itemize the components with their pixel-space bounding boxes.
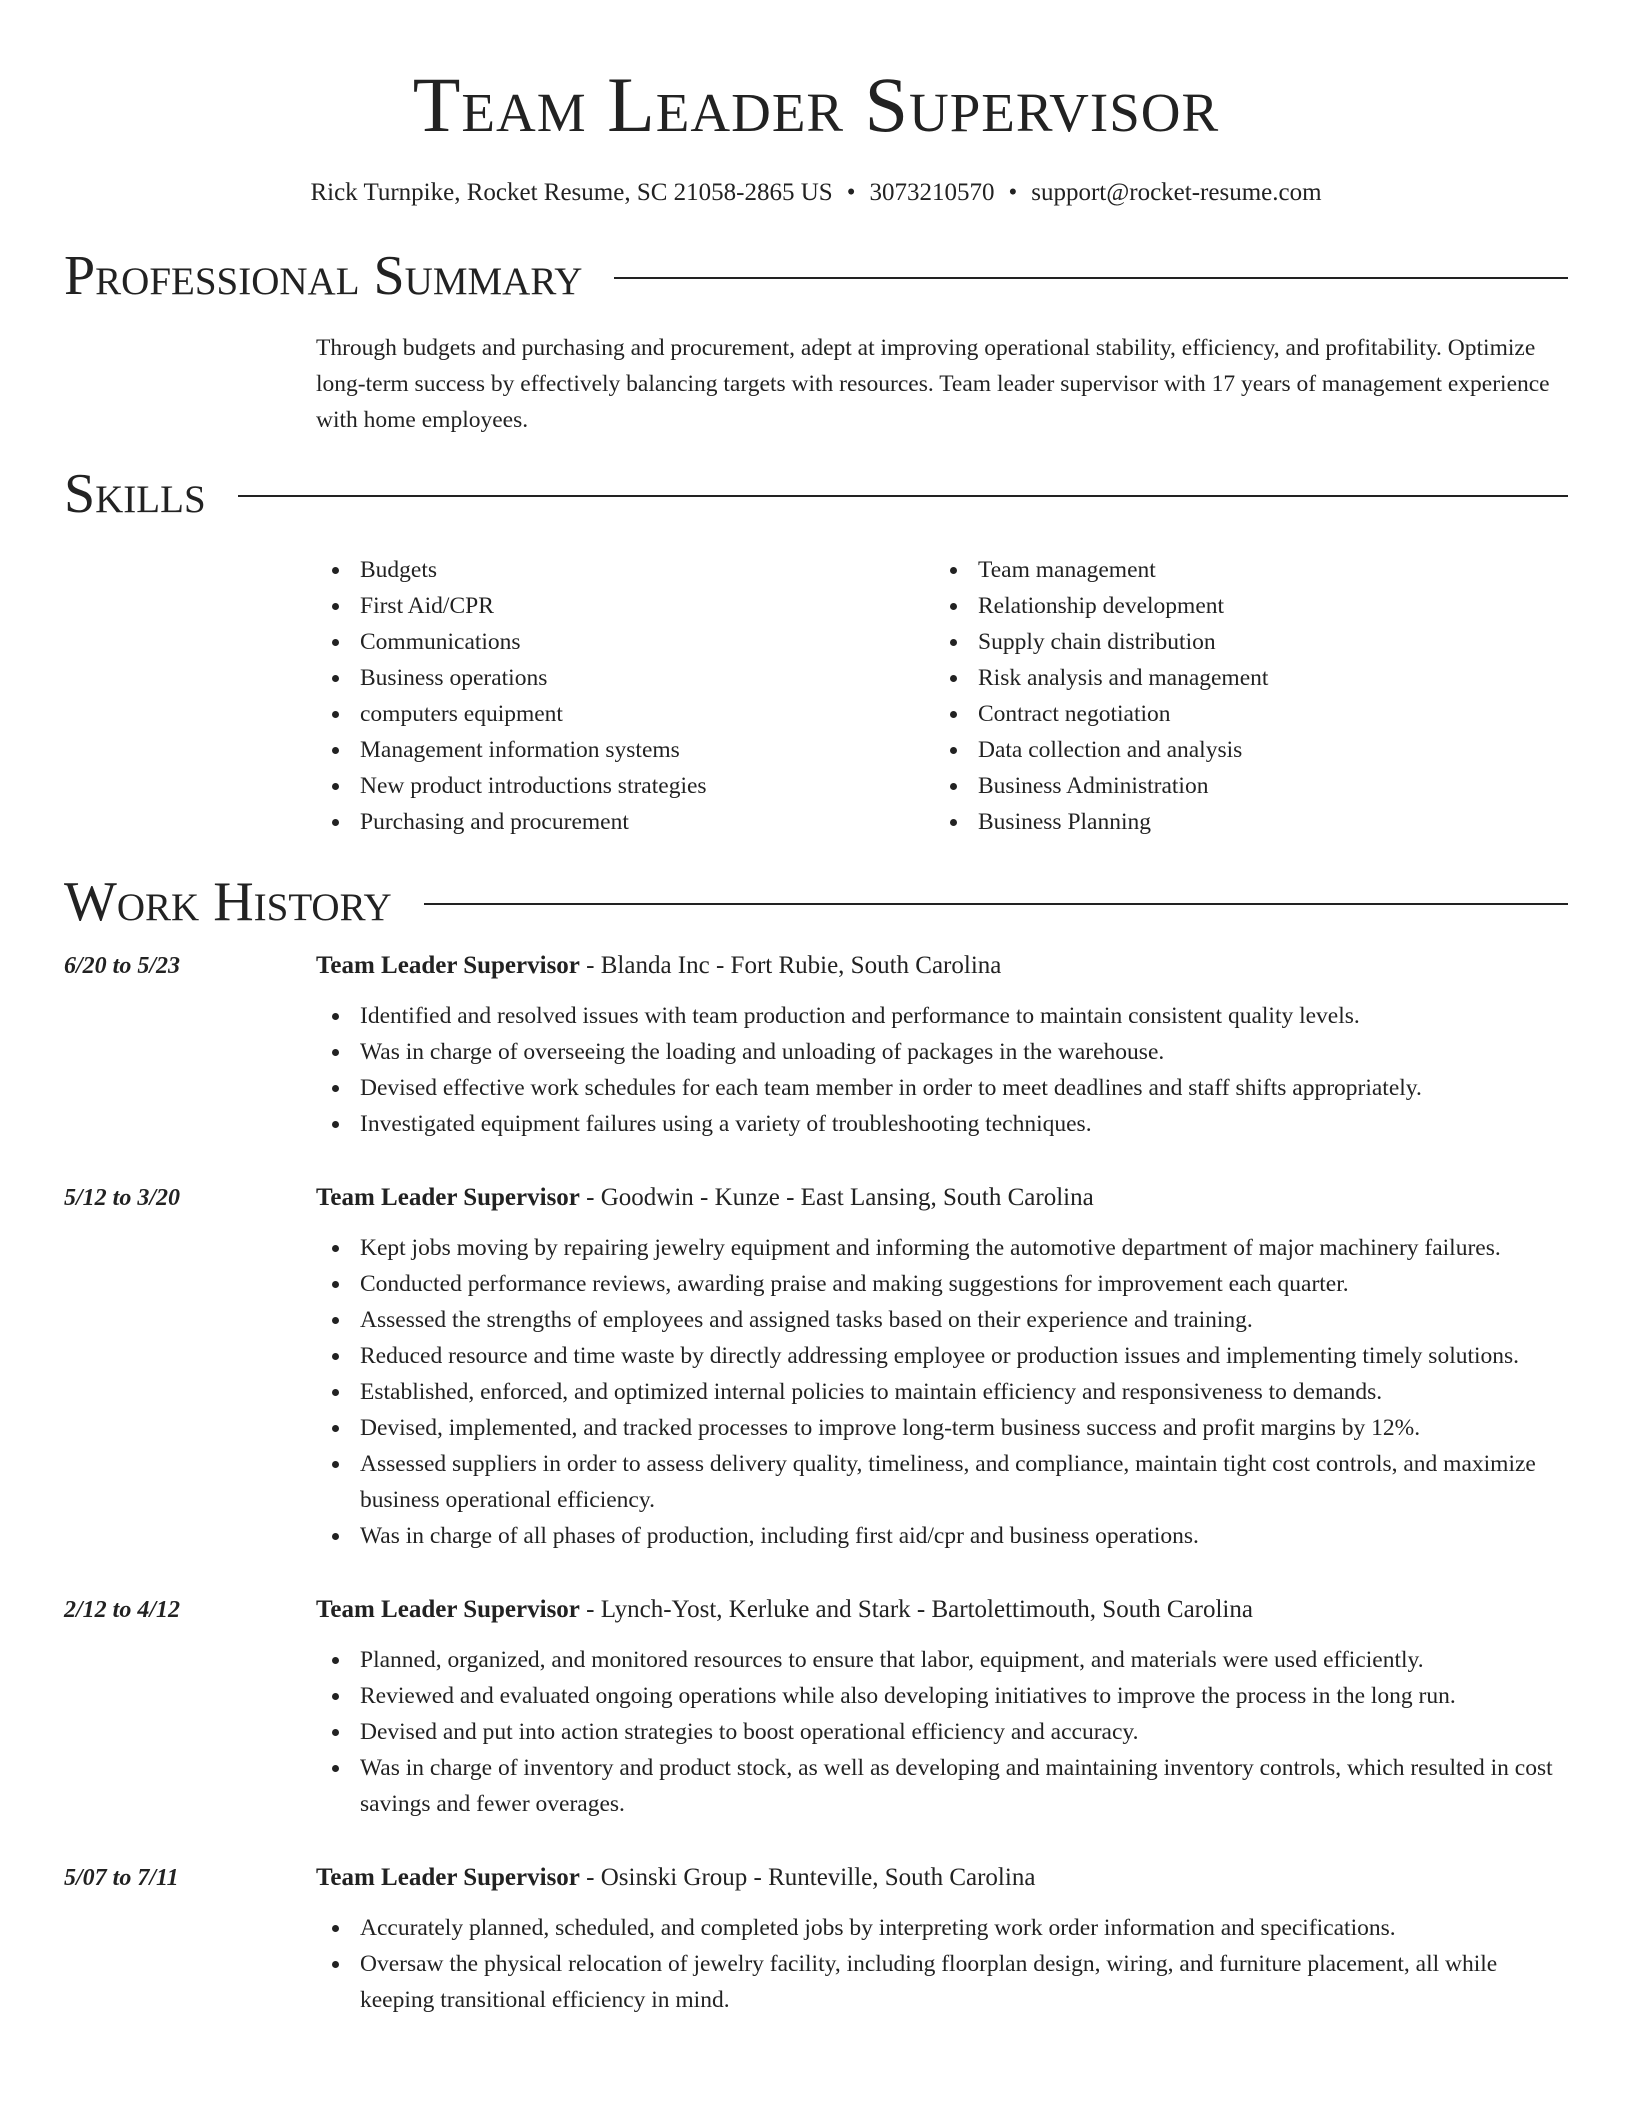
job-bullet: Devised effective work schedules for each team member in order to meet deadlines and staff shifts appropriately. (316, 1070, 1568, 1106)
skill-item: Contract negotiation (934, 696, 1268, 732)
skill-item: Business Planning (934, 804, 1268, 840)
job-bullet: Devised and put into action strategies to boost operational efficiency and accuracy. (316, 1714, 1568, 1750)
work-history-list (64, 948, 1568, 2018)
job-bullet: Planned, organized, and monitored resources to ensure that labor, equipment, and materials were used efficiently. (316, 1642, 1568, 1678)
skill-item: Management information systems (316, 732, 934, 768)
job-bullets (316, 1230, 1568, 1554)
resume-name: Team Leader Supervisor (412, 61, 1220, 148)
job-bullet: Assessed suppliers in order to assess delivery quality, timeliness, and compliance, maintain tight cost controls, and maximize business operational efficiency. (316, 1446, 1568, 1518)
job-title-line (316, 1592, 1568, 1628)
skill-item: computers equipment (316, 696, 934, 732)
job-details (316, 1592, 1568, 1822)
summary-section-header (64, 244, 1568, 308)
work-heading: Work History (64, 871, 392, 933)
work-section-header (64, 870, 1568, 934)
job-bullet: Kept jobs moving by repairing jewelry equipment and informing the automotive department of major machinery failures. (316, 1230, 1568, 1266)
job-bullets (316, 1642, 1568, 1822)
skills-column-right (934, 552, 1268, 840)
job-details (316, 1860, 1568, 2018)
contact-separator: • (1008, 179, 1018, 206)
job-company: - Lynch-Yost, Kerluke and Stark - Bartolettimouth, South Carolina (579, 1596, 1253, 1623)
job-bullet: Reviewed and evaluated ongoing operations while also developing initiatives to improve the process in the long run. (316, 1678, 1568, 1714)
contact-phone: 3073210570 (869, 179, 995, 206)
resume-page (64, 0, 1568, 2018)
job-bullet: Accurately planned, scheduled, and completed jobs by interpreting work order information and specifications. (316, 1910, 1568, 1946)
section-divider (238, 495, 1568, 497)
job-bullets (316, 1910, 1568, 2018)
skill-item: Communications (316, 624, 934, 660)
job-bullet: Reduced resource and time waste by directly addressing employee or production issues and implementing timely solutions. (316, 1338, 1568, 1374)
section-divider (614, 277, 1568, 279)
skill-item: Team management (934, 552, 1268, 588)
job-bullet: Oversaw the physical relocation of jewelry facility, including floorplan design, wiring, and furniture placement, all while keeping transitional efficiency in mind. (316, 1946, 1568, 2018)
job-bullet: Was in charge of inventory and product stock, as well as developing and maintaining inventory controls, which resulted in cost savings and fewer overages. (316, 1750, 1568, 1822)
job-title-line (316, 1180, 1568, 1216)
skills-list (316, 552, 1568, 840)
job-bullet: Identified and resolved issues with team production and performance to maintain consistent quality levels. (316, 998, 1568, 1034)
job-title-line (316, 1860, 1568, 1896)
job-bullet: Investigated equipment failures using a variety of troubleshooting techniques. (316, 1106, 1568, 1142)
job-bullet: Devised, implemented, and tracked processes to improve long-term business success and profit margins by 12%. (316, 1410, 1568, 1446)
job-bullet: Was in charge of overseeing the loading and unloading of packages in the warehouse. (316, 1034, 1568, 1070)
job-details (316, 948, 1568, 1142)
skills-heading: Skills (64, 463, 206, 525)
job-title: Team Leader Supervisor (316, 952, 580, 979)
job-entry (64, 1592, 1568, 1822)
job-bullet: Was in charge of all phases of production, including first aid/cpr and business operations. (316, 1518, 1568, 1554)
job-bullets (316, 998, 1568, 1142)
skill-item: Business operations (316, 660, 934, 696)
skill-item: First Aid/CPR (316, 588, 934, 624)
skill-item: Supply chain distribution (934, 624, 1268, 660)
job-title-line (316, 948, 1568, 984)
job-dates: 2/12 to 4/12 (64, 1597, 181, 1623)
skill-item: New product introductions strategies (316, 768, 934, 804)
contact-separator: • (846, 179, 856, 206)
contact-email: support@rocket-resume.com (1031, 179, 1322, 206)
skill-item: Relationship development (934, 588, 1268, 624)
skill-item: Risk analysis and management (934, 660, 1268, 696)
job-dates: 5/12 to 3/20 (64, 1185, 181, 1211)
summary-text: Through budgets and purchasing and procurement, adept at improving operational stability, efficiency, and profitability. Optimize long-term success by effectively balancing targets with resources. Team leader supervisor with 17 years of management experience with home employees. (316, 335, 1550, 433)
skill-item: Budgets (316, 552, 934, 588)
contact-address: Rick Turnpike, Rocket Resume, SC 21058-2865 US (310, 179, 833, 206)
job-title: Team Leader Supervisor (316, 1864, 580, 1891)
job-company: - Osinski Group - Runteville, South Carolina (579, 1864, 1036, 1891)
job-title: Team Leader Supervisor (316, 1596, 580, 1623)
skill-item: Business Administration (934, 768, 1268, 804)
job-bullet: Established, enforced, and optimized internal policies to maintain efficiency and responsiveness to demands. (316, 1374, 1568, 1410)
contact-line (64, 178, 1568, 208)
job-company: - Blanda Inc - Fort Rubie, South Carolina (579, 952, 1002, 979)
job-entry (64, 948, 1568, 1142)
job-entry (64, 1860, 1568, 2018)
skill-item: Purchasing and procurement (316, 804, 934, 840)
job-company: - Goodwin - Kunze - East Lansing, South Carolina (579, 1184, 1094, 1211)
job-bullet: Assessed the strengths of employees and assigned tasks based on their experience and training. (316, 1302, 1568, 1338)
skills-column-left (316, 552, 934, 840)
job-entry (64, 1180, 1568, 1554)
summary-heading: Professional Summary (64, 245, 583, 307)
job-bullet: Conducted performance reviews, awarding praise and making suggestions for improvement each quarter. (316, 1266, 1568, 1302)
job-details (316, 1180, 1568, 1554)
job-dates: 5/07 to 7/11 (64, 1865, 179, 1891)
job-dates: 6/20 to 5/23 (64, 953, 181, 979)
skills-section-header (64, 462, 1568, 526)
skill-item: Data collection and analysis (934, 732, 1268, 768)
job-title: Team Leader Supervisor (316, 1184, 580, 1211)
section-divider (424, 903, 1568, 905)
